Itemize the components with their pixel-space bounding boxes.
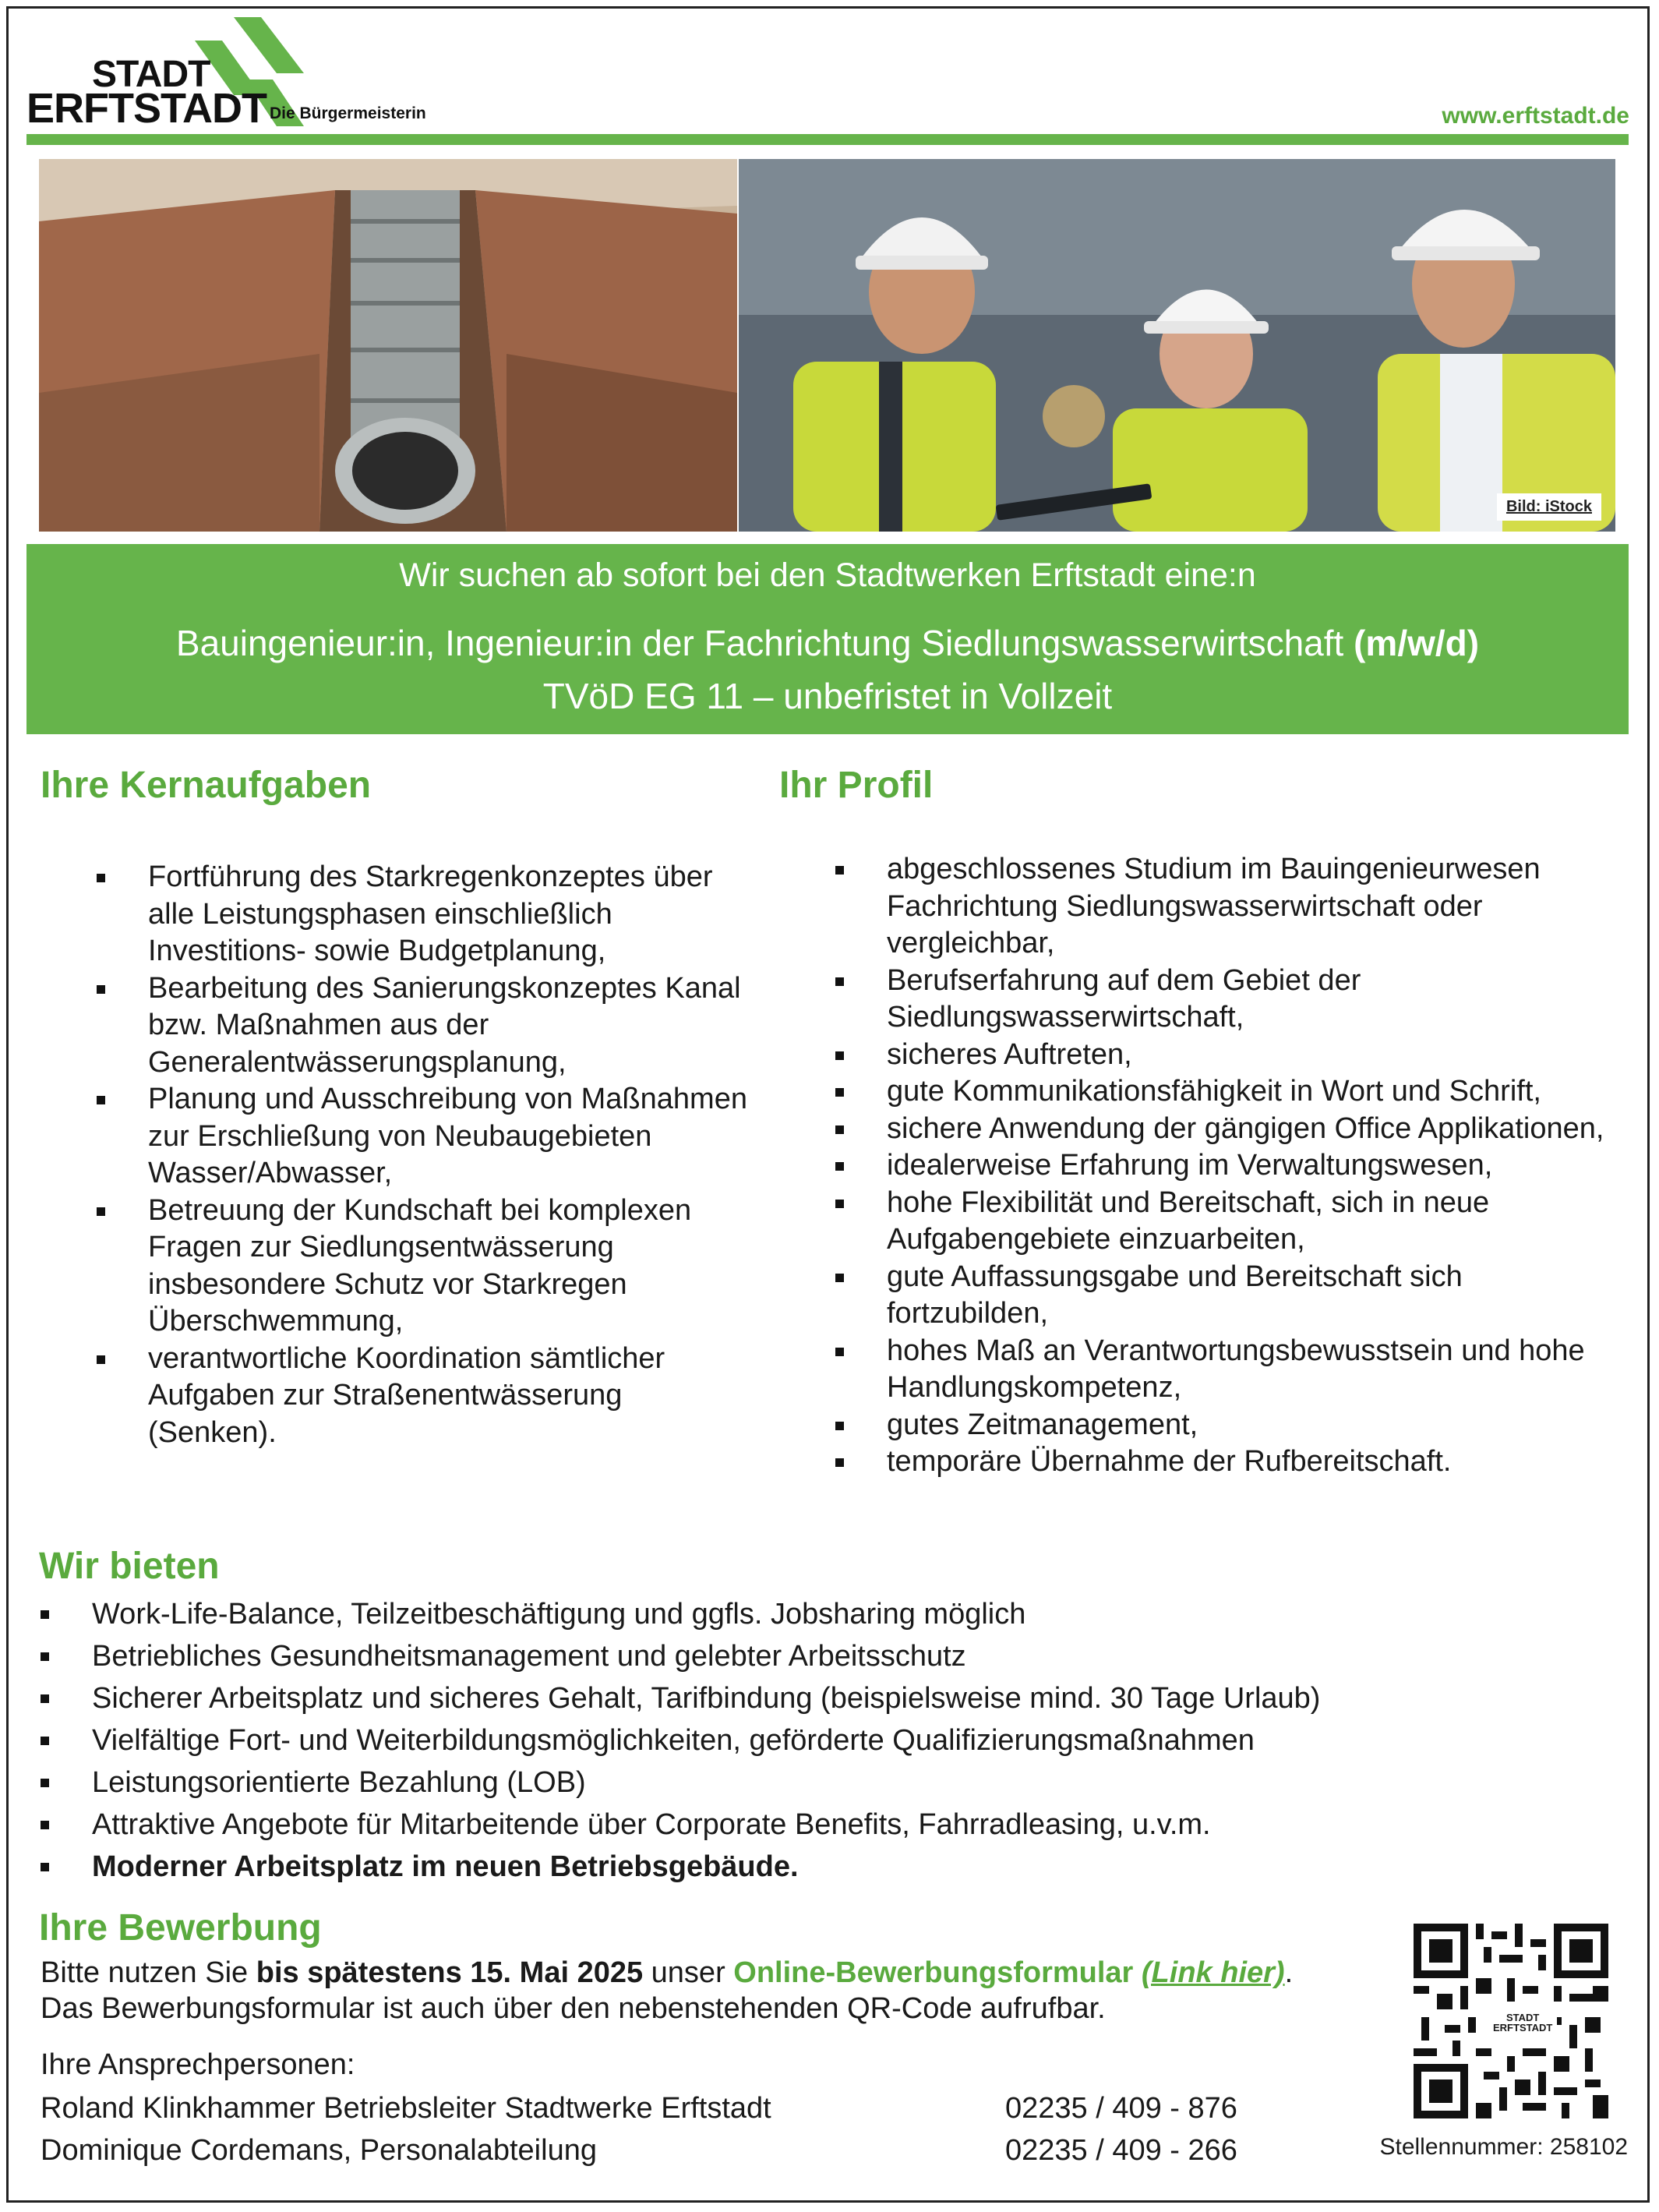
kernaufgabe-item: Fortführung des Starkregenkonzeptes über alle Leistungsphasen einschließlich Investitions- sowie Budgetplanung, xyxy=(97,859,751,970)
job-title-banner xyxy=(26,544,1629,734)
website-link[interactable]: www.erftstadt.de xyxy=(1442,103,1629,129)
banner-job-title xyxy=(26,622,1629,664)
contact-name: Dominique Cordemans, Personalabteilung xyxy=(41,2134,597,2167)
profil-item: temporäre Übernahme der Rufbereitschaft. xyxy=(835,1443,1622,1481)
credit-source: iStock xyxy=(1544,498,1592,515)
heading-wir-bieten: Wir bieten xyxy=(39,1546,220,1587)
gender-note: (m/w/d) xyxy=(1354,623,1480,663)
qr-logo-line2: ERFTSTADT xyxy=(1493,2022,1553,2034)
profil-item: gute Auffassungsgabe und Bereitschaft sich fortzubilden, xyxy=(835,1259,1622,1333)
qr-logo-line1: STADT xyxy=(1505,2012,1540,2023)
kernaufgabe-item: Betreuung der Kundschaft bei komplexen Fragen zur Siedlungsentwässerung insbesondere Schutz vor Starkregen Überschwemmung, xyxy=(97,1193,751,1341)
profil-item: hohe Flexibilität und Bereitschaft, sich in neue Aufgabengebiete einzuarbeiten, xyxy=(835,1185,1622,1259)
kernaufgabe-item: verantwortliche Koordination sämtlicher Aufgaben zur Straßenentwässerung (Senken). xyxy=(97,1341,751,1452)
heading-kernaufgaben: Ihre Kernaufgaben xyxy=(41,765,372,806)
contact-name: Roland Klinkhammer Betriebsleiter Stadtwerke Erftstadt xyxy=(41,2092,771,2125)
logo-text-erftstadt: ERFTSTADT xyxy=(26,85,266,132)
contact-phone[interactable]: 02235 / 409 - 876 xyxy=(1005,2092,1237,2125)
credit-label: Bild: xyxy=(1505,498,1545,515)
header-divider xyxy=(26,134,1629,145)
logo-subtitle: Die Bürgermeisterin xyxy=(270,104,426,122)
job-title-text: Bauingenieur:in, Ingenieur:in der Fachrichtung Siedlungswasserwirtschaft xyxy=(175,623,1344,663)
benefit-item: Work-Life-Balance, Teilzeitbeschäftigung und ggfls. Jobsharing möglich xyxy=(41,1593,1320,1635)
profil-item: idealerweise Erfahrung im Verwaltungswesen, xyxy=(835,1147,1622,1185)
application-instruction xyxy=(41,1956,1293,1991)
benefit-item: Moderner Arbeitsplatz im neuen Betriebsgebäude. xyxy=(41,1846,1320,1888)
benefit-item: Sicherer Arbeitsplatz und sicheres Gehalt, Tarifbindung (beispielsweise mind. 30 Tage Urlaub) xyxy=(41,1677,1320,1719)
application-form-link[interactable]: (Link hier) xyxy=(1141,1956,1285,1989)
benefit-item: Vielfältige Fort- und Weiterbildungsmöglichkeiten, geförderte Qualifizierungsmaßnahmen xyxy=(41,1719,1320,1761)
job-reference-number: Stellennummer: 258102 xyxy=(1379,2134,1628,2160)
profil-item: sichere Anwendung der gängigen Office Applikationen, xyxy=(835,1111,1622,1148)
banner-intro: Wir suchen ab sofort bei den Stadtwerken Erftstadt eine:n xyxy=(399,557,1256,594)
instruction-mid: unser xyxy=(643,1956,734,1989)
banner-pay-grade: TVöD EG 11 – unbefristet in Vollzeit xyxy=(542,676,1113,716)
qr-instruction: Das Bewerbungsformular ist auch über den nebenstehenden QR-Code aufrufbar. xyxy=(41,1992,1106,2025)
benefit-item: Attraktive Angebote für Mitarbeitende über Corporate Benefits, Fahrradleasing, u.v.m. xyxy=(41,1804,1320,1846)
photo-engineers xyxy=(739,159,1615,532)
kernaufgaben-list xyxy=(97,859,751,1451)
kernaufgabe-item: Planung und Ausschreibung von Maßnahmen zur Erschließung von Neubaugebieten Wasser/Abwasser, xyxy=(97,1081,751,1193)
benefit-item: Leistungsorientierte Bezahlung (LOB) xyxy=(41,1761,1320,1804)
contact-phone[interactable]: 02235 / 409 - 266 xyxy=(1005,2134,1237,2167)
profil-item: hohes Maß an Verantwortungsbewusstsein und hohe Handlungskompetenz, xyxy=(835,1333,1622,1407)
profil-item: Berufserfahrung auf dem Gebiet der Siedlungswasserwirtschaft, xyxy=(835,963,1622,1037)
kernaufgabe-item: Bearbeitung des Sanierungskonzeptes Kanal bzw. Maßnahmen aus der Generalentwässerungsplanung, xyxy=(97,970,751,1082)
heading-bewerbung: Ihre Bewerbung xyxy=(39,1907,322,1949)
benefits-list xyxy=(41,1593,1320,1888)
profil-list xyxy=(835,851,1622,1481)
online-form-label: Online-Bewerbungsformular xyxy=(733,1956,1134,1989)
instruction-end: . xyxy=(1284,1956,1294,1989)
profil-item: sicheres Auftreten, xyxy=(835,1037,1622,1074)
profil-item: abgeschlossenes Studium im Bauingenieurwesen Fachrichtung Siedlungswasserwirtschaft oder vergleichbar, xyxy=(835,851,1622,963)
logo-text-stadt: STADT xyxy=(92,54,210,95)
photo-pipe-trench xyxy=(39,159,737,532)
profil-item: gutes Zeitmanagement, xyxy=(835,1407,1622,1444)
heading-profil: Ihr Profil xyxy=(779,765,934,806)
image-credit xyxy=(1497,493,1601,521)
instruction-prefix: Bitte nutzen Sie xyxy=(41,1956,256,1989)
contacts-label: Ihre Ansprechpersonen: xyxy=(41,2048,355,2081)
profil-item: gute Kommunikationsfähigkeit in Wort und Schrift, xyxy=(835,1073,1622,1111)
benefit-item: Betriebliches Gesundheitsmanagement und gelebter Arbeitsschutz xyxy=(41,1635,1320,1677)
application-deadline: bis spätestens 15. Mai 2025 xyxy=(256,1956,644,1989)
qr-city-logo xyxy=(1488,2009,1557,2036)
